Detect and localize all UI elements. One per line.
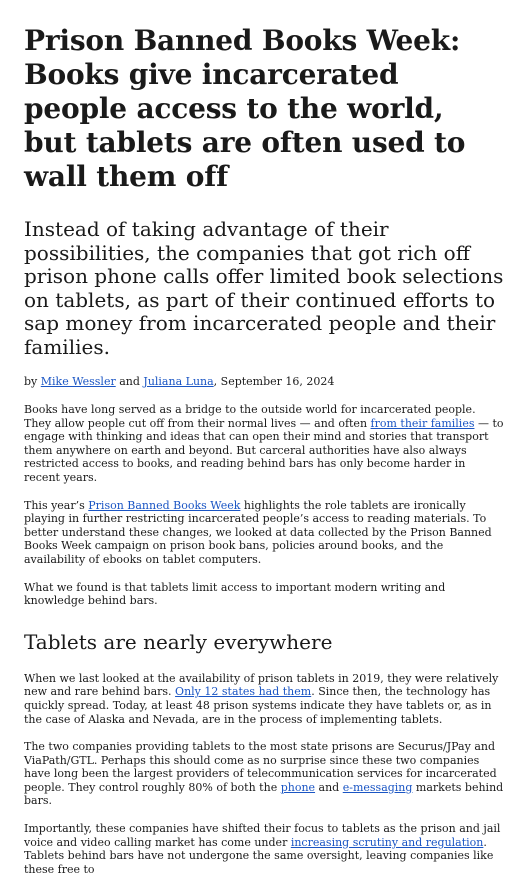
byline-date: , September 16, 2024 [213,375,335,388]
byline [24,375,504,389]
link-increasing-scrutiny[interactable]: increasing scrutiny and regulation [290,835,484,849]
paragraph-text: — to engage with thinking and ideas that can open their mind and stories that transport them anywhere on earth and beyond. But carceral authorities have also always restricted access to books, and reading behind bars has only become harder in recent years. [24,416,504,484]
link-phone[interactable]: phone [280,780,316,794]
paragraph-text: Importantly, these companies have shifted their focus to tablets as the prison and jail voice and video calling market has come under [24,822,501,849]
paragraph-text: and [315,780,343,794]
paragraph-text: markets behind bars. [24,780,504,808]
paragraph-text: When we last looked at the availability of prison tablets in 2019, they were relatively new and rare behind bars. [24,671,499,699]
paragraph-1 [24,403,504,485]
author-link-mike-wessler[interactable]: Mike Wessler [40,375,116,388]
article-title: Prison Banned Books Week: Books give incarcerated people access to the world, but tablets are often used to wall them off [24,24,466,193]
paragraph-text: The two companies providing tablets to the most state prisons are Securus/JPay and ViaPath/GTL. Perhaps this should come as no surprise since these two companies have long been the largest providers of telecommunication services for incarcerated people. They control roughly 80% of both the [24,740,497,794]
paragraph-6 [24,822,504,876]
paragraph-text: highlights the role tablets are ironically playing in further restricting incarcerated people’s access to reading materials. To better understand these changes, we looked at data collected by the Prison Banned Books Week campaign on prison book bans, policies around books, and the availability of ebooks on tablet computers. [24,498,492,566]
paragraph-3: What we found is that tablets limit access to important modern writing and knowledge behind bars. [24,580,446,608]
byline-prefix: by [24,375,41,388]
paragraph-5 [24,740,504,808]
link-only-12-states[interactable]: Only 12 states had them [175,685,312,699]
paragraph-2 [24,499,504,567]
paragraph-text: . Tablets behind bars have not undergone the same oversight, leaving companies like these free to [24,835,494,876]
paragraph-4 [24,672,504,726]
paragraph-text: . Since then, the technology has quickly spread. Today, at least 48 prison systems indicate they have tablets or, as in the case of Alaska and Nevada, are in the process of implementing tablets. [24,685,492,726]
section-heading: Tablets are nearly everywhere [24,629,333,654]
paragraph-text: This year’s [24,498,89,512]
link-from-their-families[interactable]: from their families [370,416,475,430]
byline-and: and [115,375,144,388]
paragraph-text: Books have long served as a bridge to the outside world for incarcerated people. They allow people cut off from their normal lives — and often [24,403,476,430]
link-e-messaging[interactable]: e-messaging [342,780,413,794]
link-prison-banned-books-week[interactable]: Prison Banned Books Week [88,498,241,512]
article-subtitle: Instead of taking advantage of their possibilities, the companies that got rich off prison phone calls offer limited book selections on tablets, as part of their continued efforts to sap money from incarcerated people and their families. [24,217,504,359]
author-link-juliana-luna[interactable]: Juliana Luna [143,375,214,388]
